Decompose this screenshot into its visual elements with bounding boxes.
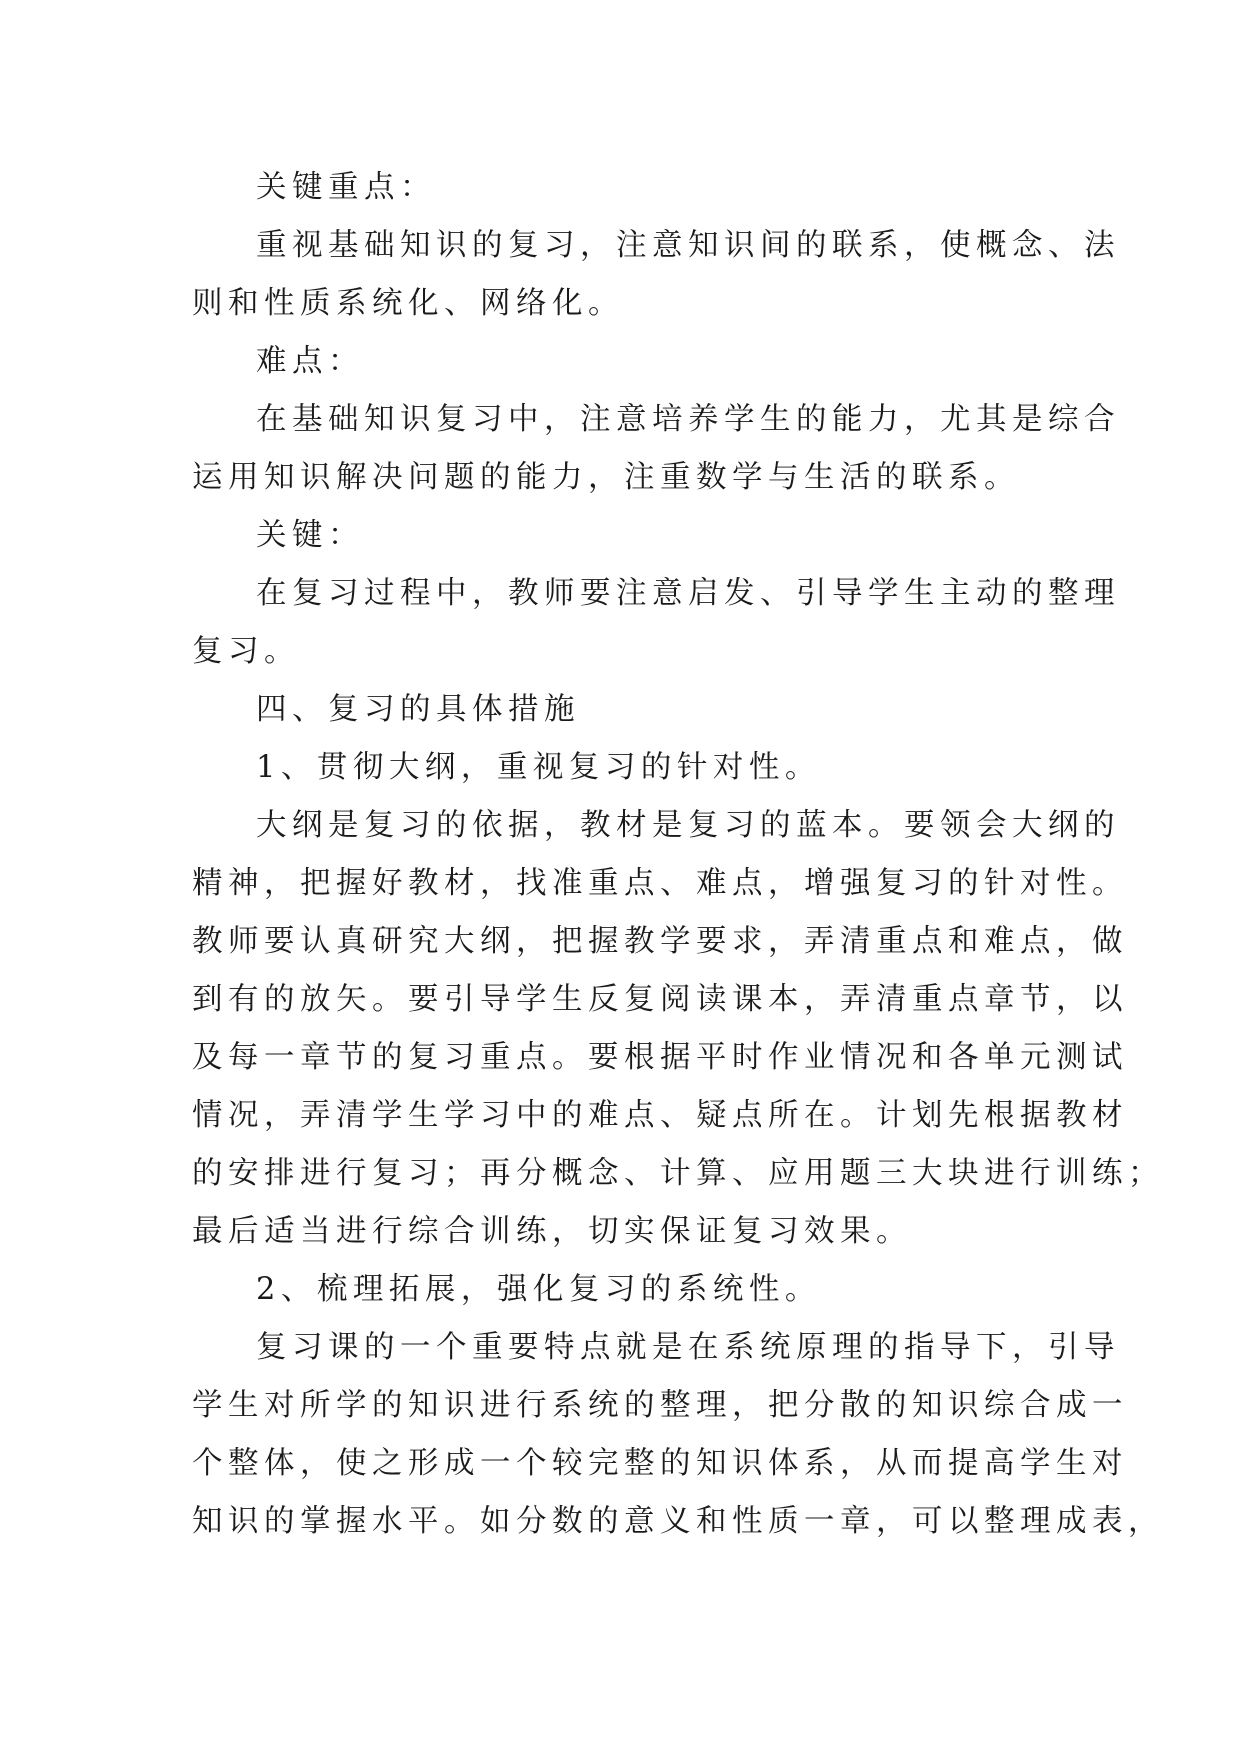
paragraph-line: 到有的放矢。要引导学生反复阅读课本，弄清重点章节，以: [192, 982, 1128, 1017]
paragraph-line: 在复习过程中，教师要注意启发、引导学生主动的整理: [256, 576, 1120, 611]
paragraph-line: 运用知识解决问题的能力，注重数学与生活的联系。: [192, 460, 1020, 495]
paragraph-line: 及每一章节的复习重点。要根据平时作业情况和各单元测试: [192, 1040, 1128, 1075]
subsection-heading: 1、贯彻大纲，重视复习的针对性。: [256, 750, 821, 785]
paragraph-line: 个整体，使之形成一个较完整的知识体系，从而提高学生对: [192, 1446, 1128, 1481]
paragraph-line: 复习。: [192, 634, 300, 669]
paragraph-line: 大纲是复习的依据，教材是复习的蓝本。要领会大纲的: [256, 808, 1120, 843]
paragraph-line: 学生对所学的知识进行系统的整理，把分散的知识综合成一: [192, 1388, 1128, 1423]
paragraph-line: 精神，把握好教材，找准重点、难点，增强复习的针对性。: [192, 866, 1128, 901]
paragraph-line: 的安排进行复习；再分概念、计算、应用题三大块进行训练；: [192, 1156, 1164, 1191]
heading-key-points: 关键重点：: [256, 170, 436, 205]
paragraph-line: 教师要认真研究大纲，把握教学要求，弄清重点和难点，做: [192, 924, 1128, 959]
paragraph-line: 情况，弄清学生学习中的难点、疑点所在。计划先根据教材: [192, 1098, 1128, 1133]
paragraph-line: 在基础知识复习中，注意培养学生的能力，尤其是综合: [256, 402, 1120, 437]
paragraph-line: 重视基础知识的复习，注意知识间的联系，使概念、法: [256, 228, 1120, 263]
paragraph-line: 知识的掌握水平。如分数的意义和性质一章，可以整理成表，: [192, 1504, 1164, 1539]
subsection-heading: 2、梳理拓展，强化复习的系统性。: [256, 1272, 821, 1307]
heading-difficulty: 难点：: [256, 344, 364, 379]
section-heading: 四、复习的具体措施: [256, 692, 580, 727]
paragraph-line: 复习课的一个重要特点就是在系统原理的指导下，引导: [256, 1330, 1120, 1365]
paragraph-line: 则和性质系统化、网络化。: [192, 286, 624, 321]
heading-key: 关键：: [256, 518, 364, 553]
paragraph-line: 最后适当进行综合训练，切实保证复习效果。: [192, 1214, 912, 1249]
